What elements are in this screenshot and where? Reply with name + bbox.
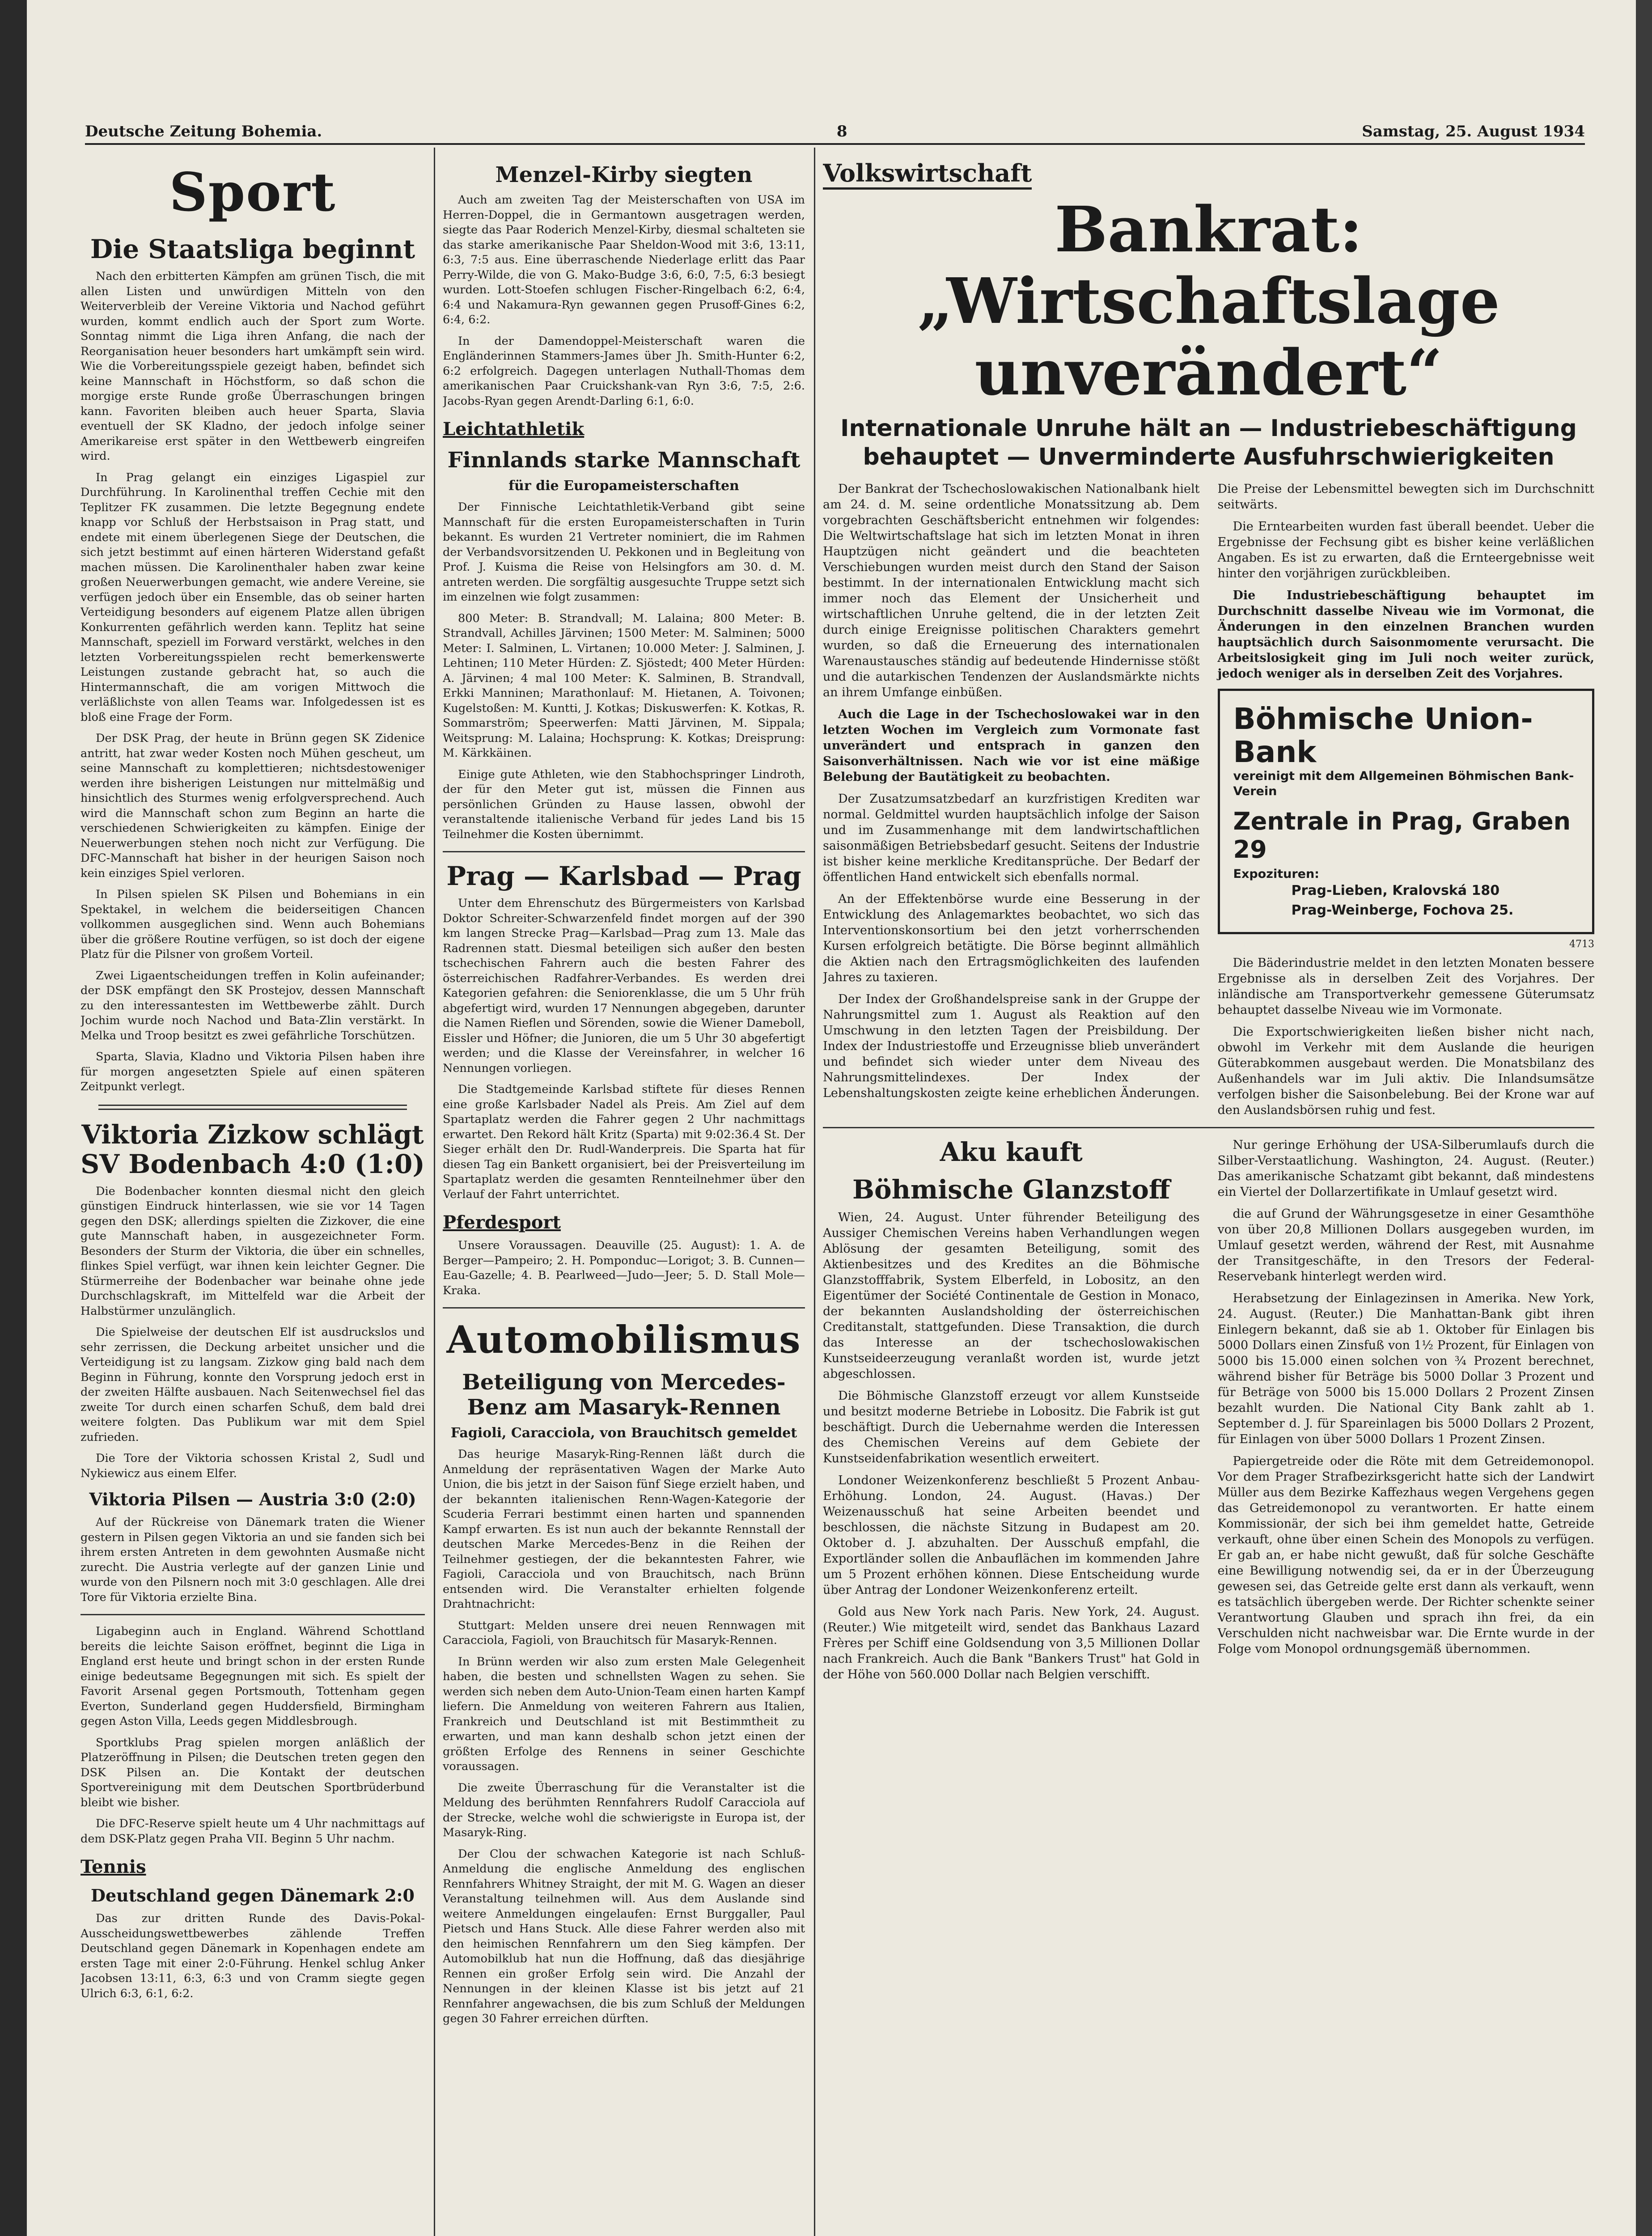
article-paragraph: Der Finnische Leichtathletik-Verband gibt seine Mannschaft für die ersten Europameisterschaften in Turin bekannt. Es wurden 21 Vertreter nominiert, die im Rahmen der Verbandsvorsitzenden U. Pekkonen und in Begleitung von Prof. J. Kuisma die Reise von Helsingfors am 30. d. M. antreten werden. Die sorgfältig ausgesuchte Truppe setzt sich im einzelnen wie folgt zusammen: [443,500,805,604]
article-paragraph: Die Tore der Viktoria schossen Kristal 2, Sudl und Nykiewicz aus einem Elfer. [80,1452,425,1480]
section-title-tennis: Tennis [80,1856,146,1877]
article-paragraph: Der DSK Prag, der heute in Brünn gegen SK Zidenice antritt, hat zwar weder Kosten noch Mühen gescheut, um seine Mannschaft zu komplettieren; nichtsdestoweniger werden ihre bisherigen Leistungen nur mittelmäßig und hinsichtlich des Sturmes wenig erfolgversprechend. Auch wird die Mannschaft schon zum Beginn an harte die verschiedenen Schwierigkeiten zu kämpfen. Einige der Neuerwerbungen stehen noch nicht zur Verfügung. Die DFC-Mannschaft hat bisher in der heurigen Saison noch kein einziges Spiel verloren. [80,732,425,880]
article-paragraph: Auch die Lage in der Tschechoslowakei war in den letzten Wochen im Vergleich zum Vormonate fast unverändert und entsprach in ganzen den Saisonverhältnissen. Nach wie vor ist eine mäßige Belebung der Bautätigkeit zu beobachten. [823,707,1200,784]
article-paragraph: An der Effektenbörse wurde eine Besserung in der Entwicklung des Anlagemarktes beobachtet, wo sich das Interventionskonsortium bei den jetzt vorherrschenden Kursen erfolgreich betätigte. Die Börse beginnt allmählich die Aktien nach den Ertragsmöglichkeiten des laufenden Jahres zu taxieren. [823,892,1200,984]
article-paragraph: Auf der Rückreise von Dänemark traten die Wiener gestern in Pilsen gegen Viktoria an und sie fanden sich bei ihrem ersten Antreten in dem gewohnten Ausmaße nicht zurecht. Die Austria verlegte auf der ganzen Linie und wurde von den Pilsnern noch mit 3:0 geschlagen. Alle drei Tore für Viktoria erzielte Bina. [80,1516,425,1604]
article-paragraph: Unsere Voraussagen. Deauville (25. August): 1. A. de Berger—Pampeiro; 2. H. Pomponduc—Lorigot; 3. B. Cunnen—Eau-Gazelle; 4. B. Pearlweed—Judo—Jeer; 5. D. Stall Mole—Kraka. [443,1239,805,1297]
column-sport-middle [443,154,805,2236]
article-paragraph: Die Industriebeschäftigung behauptet im Durchschnitt dasselbe Niveau wie im Vormonat, die Änderungen in den einzelnen Branchen wurden hauptsächlich durch Saisonmomente verursacht. Die Arbeitslosigkeit ging im Juli noch weiter zurück, jedoch weniger als in derselben Zeit des Vorjahres. [1217,589,1594,681]
article-title: Beteiligung von Mercedes-Benz am Masaryk-Rennen [462,1370,786,1420]
article-paragraph: Die Erntearbeiten wurden fast überall beendet. Ueber die Ergebnisse der Fechsung gibt es bisher keine verläßlichen Angaben. Es ist zu erwarten, daß die Ernteergebnisse weit hinter den vorjährigen zurückbleiben. [1217,520,1594,580]
divider [443,1307,805,1309]
ad-bank-subtitle: vereinigt mit dem Allgemeinen Böhmischen Bank-Verein [1233,769,1574,798]
section-title-automobile: Automobilismus [446,1317,801,1362]
paper-name: Deutsche Zeitung Bohemia. [85,123,322,140]
divider [443,851,805,852]
section-title-economy: Volkswirtschaft [823,159,1032,190]
article-title: Menzel-Kirby siegten [495,162,753,187]
article-paragraph: In der Damendoppel-Meisterschaft waren die Engländerinnen Stammers-James über Jh. Smith-Hunter 6:2, 6:2 erfolgreich. Dagegen unterlagen Nuthall-Thomas dem amerikanischen Paar Cruickshank-van Ryn 3:6, 7:5, 2:6. Jacobs-Ryan gegen Arendt-Darling 6:1, 6:0. [443,334,805,408]
column-rule [814,148,815,2236]
article-paragraph: Die Stadtgemeinde Karlsbad stiftete für dieses Rennen eine große Karlsbader Nadel als Preis. Am Ziel auf dem Spartaplatz werden die Fahrer gegen 2 Uhr nachmittags erwartet. Den Rekord hält Kritz (Sparta) mit 9:02:36.4 St. Der Sieger erhält den Dr. Rudl-Wanderpreis. Die Sparta hat für diesen Tag ein Bankett organisiert, bei der Preisverteilung im Spartaplatz werden die gesamten Rennteilnehmer über den Verlauf der Fahrt unterrichtet. [443,1083,805,1201]
article-paragraph: In Pilsen spielen SK Pilsen und Bohemians in ein Spektakel, in welchem die beiderseitigen Chancen vollkommen ausgeglichen sind. Wenn auch Bohemians über die größere Routine verfügen, so ist doch der eigene Platz für die Pilsner von großem Vorteil. [80,888,425,961]
article-title: Viktoria Pilsen — Austria 3:0 (2:0) [89,1489,416,1509]
article-subtitle: für die Europameisterschaften [508,478,739,494]
article-paragraph: 800 Meter: B. Strandvall; M. Lalaina; 800 Meter: B. Strandvall, Achilles Järvinen; 1500 Meter: M. Salminen; 5000 Meter: I. Salminen, L. Virtanen; 10.000 Meter: J. Salminen, J. Lehtinen; 110 Meter Hürden: Z. Sjöstedt; 400 Meter Hürden: A. Järvinen; 4 mal 100 Meter: K. Salminen, B. Strandvall, Erkki Manninen; Marathonlauf: M. Hietanen, A. Toivonen; Kugelstoßen: M. Kuntti, J. Kotkas; Diskuswerfen: K. Kotkas, R. Sommarström; Speerwerfen: Matti Järvinen, M. Sippala; Weitsprung: M. Lalaina; Hochsprung: K. Kotkas; Dreisprung: M. Kärkkäinen. [443,611,805,760]
article-paragraph: Die Spielweise der deutschen Elf ist ausdruckslos und sehr zerrissen, die Deckung arbeitet unsicher und die Verteidigung ist zu langsam. Zizkow ging bald nach dem Beginn in Führung, konnte den Vorsprung jedoch erst in der zweiten Hälfte ausbauen. Nach Seitenwechsel fiel das zweite Tor durch einen scharfen Schuß, dem bald drei weitere folgten. Das Publikum war mit dem Spiel zufrieden. [80,1326,425,1444]
article-paragraph: Die Exportschwierigkeiten ließen bisher nicht nach, obwohl im Verkehr mit dem Auslande die heurigen Güterabkommen ausgebaut werden. Die Monatsbilanz des Außenhandels war im Juli aktiv. Die Inlandsumsätze verfolgen bisher die Saisonbelebung. Bei der Krone war auf den Auslandsbörsen ruhig und fest. [1217,1025,1594,1117]
article-paragraph: Das zur dritten Runde des Davis-Pokal-Ausscheidungswettbewerbes zählende Treffen Deutschland gegen Dänemark in Kopenhagen endete am ersten Tage mit einer 2:0-Führung. Henkel schlug Anker Jacobsen 13:11, 6:3, 6:3 und von Cramm siegte gegen Ulrich 6:3, 6:1, 6:2. [80,1912,425,2000]
section-title-athletics: Leichtathletik [443,419,585,440]
article-title: Die Staatsliga beginnt [90,234,415,264]
column-economy [823,154,1594,2236]
divider [823,1127,1594,1128]
advertisement-union-bank [1218,689,1595,934]
article-paragraph: die auf Grund der Währungsgesetze in einer Gesamthöhe von über 20,8 Millionen Dollars ausgegeben wurden, im Umlauf gesetzt werden, während der Rest, mit Ausnahme der Transitgeschäfte, in den Tresors der Federal-Reservebank hinterlegt werden wird. [1217,1207,1594,1283]
news-note: Londoner Weizenkonferenz beschließt 5 Prozent Anbau-Erhöhung. London, 24. August. (Havas.) Der Weizenausschuß hat seine Arbeiten beendet und beschlossen, die nächste Sitzung in Budapest am 20. Oktober d. J. abzuhalten. Der Ausschuß empfahl, die Exportländer sollen die Anbauflächen im kommenden Jahre um 5 Prozent erhöhen können. Diese Entscheidung wurde über Antrag der Londoner Weizenkonferenz erteilt. [823,1474,1200,1597]
economy-body-lower [823,1137,1594,1682]
article-paragraph: Der Clou der schwachen Kategorie ist nach Schluß-Anmeldung die englische Anmeldung des englischen Rennfahrers Whitney Straight, der mit M. G. Wagen an dieser Veranstaltung teilnehmen will. Aus dem Auslande sind weitere Anmeldungen eingelaufen: Ernst Burggaller, Paul Pietsch und Hans Stuck. Alle diese Fahrer werden also mit den heimischen Rennfahrern um den Sieg kämpfen. Der Automobilklub hat nun die Hoffnung, daß das diesjährige Rennen ein großer Erfolg sein wird. Die Anzahl der Nennungen in der kleinen Klasse ist bis jetzt auf 21 Rennfahrer angewachsen, die bis zum Schluß der Meldungen gegen 30 Fahrer erreichen dürften. [443,1847,805,2025]
article-paragraph: Stuttgart: Melden unsere drei neuen Rennwagen mit Caracciola, Fagioli, von Brauchitsch für Masaryk-Rennen. [443,1618,805,1647]
article-paragraph: Wien, 24. August. Unter führender Beteiligung des Aussiger Chemischen Vereins haben Verhandlungen wegen Ablösung der gesamten Beteiligung, somit des Aktienbesitzes und des Kredites an die Böhmische Glanzstofffabrik, System Elberfeld, in Lobositz, an den Eigentümer der Société Continentale de Gestion in Monaco, der bekannten Auslandsholding der österreichischen Creditanstalt, stattgefunden. Diese Transaktion, die durch das Interesse an der tschechoslowakischen Kunstseideerzeugung veranlaßt worden ist, wurde jetzt abgeschlossen. [823,1211,1200,1381]
article-title: Prag — Karlsbad — Prag [446,861,801,891]
scan-edge-left [0,0,27,2236]
news-note: Ligabeginn auch in England. Während Schottland bereits die leichte Saison eröffnet, beginnt die Liga in England erst heute und bringt schon in der ersten Runde einige bedeutsame Begegnungen mit sich. Es spielt der Favorit Arsenal gegen Portsmouth, Tottenham gegen Everton, Sunderland gegen Huddersfield, Birmingham gegen Aston Villa, Leeds gegen Middlesbrough. [80,1625,425,1728]
news-note: Die DFC-Reserve spielt heute um 4 Uhr nachmittags auf dem DSK-Platz gegen Praha VII. Beginn 5 Uhr nachm. [80,1817,425,1846]
column-sport-left [80,154,425,2236]
article-paragraph: Nach den erbitterten Kämpfen am grünen Tisch, die mit allen Listen und unwürdigen Mitteln von den Weiterverbleib der Vereine Viktoria und Nachod geführt wurden, kommt endlich auch der Sport zum Worte. Sonntag nimmt die Liga ihren Anfang, die nach der Reorganisation heuer besonders hart umkämpft sein wird. Wie die Vorbereitungsspiele gezeigt haben, befindet sich keine Mannschaft in Höchstform, so daß schon die morgige erste Runde große Überraschungen bringen kann. Favoriten bleiben auch heuer Sparta, Slavia eventuell der SK Kladno, der jedoch infolge seiner Amerikareise erst später in den Wettbewerb eingreifen wird. [80,270,425,463]
page-number: 8 [836,123,847,140]
article-paragraph: Der Index der Großhandelspreise sank in der Gruppe der Nahrungsmittel zum 1. August als Reaktion auf den Umschwung in den letzten Tagen der Preisbildung. Der Index der Industriestoffe und Erzeugnisse blieb unverändert und befindet sich wieder unter dem Niveau des Nahrungsmittelindexes. Der Index der Lebenshaltungskosten zeigte keine erheblichen Änderungen. Die Preise der Lebensmittel bewegten sich im Durchschnitt seitwärts. [823,482,1594,1100]
masthead [85,120,1585,145]
article-title: Aku kauft [940,1137,1083,1167]
article-paragraph: Die Böhmische Glanzstoff erzeugt vor allem Kunstseide und besitzt moderne Betriebe in Lobositz. Die Fabrik ist gut beschäftigt. Durch die Uebernahme werden die Interessen des Chemischen Vereins auf dem Gebiete der Kunstseidenfabrikation wesentlich erweitert. [823,1389,1200,1465]
ad-headquarters: Zentrale in Prag, Graben 29 [1233,807,1571,864]
divider [98,1105,407,1110]
ad-branches-label: Expozituren: [1233,867,1319,881]
section-title-sport: Sport [169,161,336,223]
article-paragraph: Die Bodenbacher konnten diesmal nicht den gleich günstigen Eindruck hinterlassen, wie sie vor 14 Tagen gegen den DSK; allerdings spielten die Zizkover, die eine gute Mannschaft haben, in ausgezeichneter Form. Besonders der Sturm der Viktoria, die über ein schnelles, flinkes Spiel verfügt, war ihnen kein leichter Gegner. Die Stürmerreihe der Bodenbacher war beinahe ohne jede Durchschlagskraft, im Mittelfeld war die Arbeit der Halbstürmer unzulänglich. [80,1184,425,1318]
news-note: Herabsetzung der Einlagezinsen in Amerika. New York, 24. August. (Reuter.) Die Manhattan-Bank gibt ihren Einlegern bekannt, daß sie ab 1. Oktober für Einlagen bis 5000 Dollars einen Zinsfuß von 1½ Prozent, für Einlagen von 5000 bis 15.000 einen solchen von ¾ Prozent berechnet, während bisher für Beträge bis 5000 Dollar 3 Prozent und für Beträge von 5000 bis 15.000 Dollars 2 Prozent Zinsen bezahlt wurden. Die National City Bank zahlt ab 1. September d. J. für Spareinlagen bis 5000 Dollars 2 Prozent, für Einlagen von über 5000 Dollars 1 Prozent Zinsen. [1217,1292,1594,1446]
ad-branch: Prag-Lieben, Kralovská 180 [1291,883,1500,898]
article-paragraph: In Prag gelangt ein einziges Ligaspiel zur Durchführung. In Karolinenthal treffen Cechie mit den Teplitzer FK zusammen. Die letzte Begegnung endete knapp vor Schluß der Herbstsaison in Prag statt, und endete mit einem überlegenen Siege der Deutschen, die sich jetzt bestimmt auf einen härteren Widerstand gefaßt machen müssen. Die Karolinenthaler haben zwar keine großen Neuerwerbungen gemacht, wie andere Vereine, sie verfügen jedoch über ein Ensemble, das ob seiner harten Verteidigung besonders auf eigenem Platze allen übrigen Konkurrenten gefährlich werden kann. Teplitz hat seine Mannschaft, speziell im Forward verstärkt, welches in den letzten Vorbereitungsspielen recht bemerkenswerte Leistungen zustande gebracht hat, so auch die Hintermannschaft, die am vorigen Mittwoch die verläßlichste von allen Teams war. Infolgedessen ist es bloß eine Frage der Form. [80,470,425,724]
section-title-horses: Pferdesport [443,1212,561,1233]
article-paragraph: Einige gute Athleten, wie den Stabhochspringer Lindroth, der für den Meter gut ist, müssen die Finnen aus persönlichen Gründen zu Hause lassen, obwohl der veranstaltende italienische Verband für jedes Land bis 15 Teilnehmer die Kosten übernimmt. [443,767,805,841]
article-paragraph: Die Bäderindustrie meldet in den letzten Monaten bessere Ergebnisse als in derselben Zeit des Vorjahres. Der inländische am Transportverkehr gemessene Güterumsatz behauptet dasselbe Niveau wie im Vormonate. [1217,956,1594,1017]
article-title: Böhmische Glanzstoff [852,1174,1170,1205]
issue-date: Samstag, 25. August 1934 [1362,123,1585,140]
column-rule [434,148,435,2236]
news-note: Gold aus New York nach Paris. New York, 24. August. (Reuter.) Wie mitgeteilt wird, sendet das Bankhaus Lazard Frères per Schiff eine Goldsendung von 3,5 Millionen Dollar nach Frankreich. Auch die Bank "Bankers Trust" hat Gold in der Höhe von 560.000 Dollar nach Belgien verschifft. [823,1605,1200,1681]
article-paragraph: Sparta, Slavia, Kladno und Viktoria Pilsen haben ihre für morgen angesetzten Spiele auf einen späteren Zeitpunkt verlegt. [80,1050,425,1093]
headline-deck: Internationale Unruhe hält an — Industriebeschäftigung behauptet — Unverminderte Ausfuhrschwierigkeiten [840,415,1577,470]
economy-body [823,481,1594,1118]
article-paragraph: Die zweite Überraschung für die Veranstalter ist die Meldung des berühmten Rennfahrers Rudolf Caracciola auf der Strecke, welche wohl die schwierigste in Europa ist, der Masaryk-Ring. [443,1781,805,1839]
ad-bank-name: Böhmische Union-Bank [1233,702,1533,769]
article-paragraph: In Brünn werden wir also zum ersten Male Gelegenheit haben, die besten und schnellsten Wagen zu sehen. Sie werden sich neben dem Auto-Union-Team einen harten Kampf liefern. Die Anmeldung von weiteren Fahrern aus Italien, Frankreich und Deutschland ist mit Bestimmtheit zu erwarten, und man kann deshalb schon jetzt einen der größten Erfolge des Rennens in seiner Geschichte voraussagen. [443,1655,805,1773]
article-paragraph: Auch am zweiten Tag der Meisterschaften von USA im Herren-Doppel, die in Germantown ausgetragen werden, siegte das Paar Roderich Menzel-Kirby, diesmal schalteten sie das starke amerikanische Paar Sheldon-Wood mit 3:6, 13:11, 6:3, 7:5 aus. Eine überraschende Niederlage erlitt das Paar Perry-Wilde, die von G. Mako-Budge 3:6, 6:0, 7:5, 6:3 besiegt wurden. Lott-Stoefen schlugen Fischer-Ringelbach 6:2, 6:4, 6:4 und Nakamura-Ryn gewannen gegen Prusoff-Gines 6:2, 6:4, 6:2. [443,193,805,326]
news-note: Nur geringe Erhöhung der USA-Silberumlaufs durch die Silber-Verstaatlichung. Washington, 24. August. (Reuter.) Das amerikanische Schatzamt gibt bekannt, daß mindestens ein Viertel der Dollarzertifikate in Umlauf gesetzt wird. [1217,1138,1594,1199]
article-title: Viktoria Zizkow schlägt SV Bodenbach 4:0 (1:0) [80,1119,425,1179]
article-paragraph: Unter dem Ehrenschutz des Bürgermeisters von Karlsbad Doktor Schreiter-Schwarzenfeld findet morgen auf der 390 km langen Strecke Prag—Karlsbad—Prag zum 13. Male das Radrennen statt. Diesmal beteiligen sich außer den besten tschechischen Fahrern auch die besten Fahrer des österreichischen Radfahrer-Verbandes. Es werden drei Kategorien gefahren: die Seniorenklasse, die um 5 Uhr früh abgefertigt wird, wurden 17 Nennungen abgegeben, darunter die Namen Rieflen und Sörenden, sowie die Wiener Dameboll, Eissler und Höfner; die Junioren, die um 5 Uhr 30 abgefertigt werden; und die Klasse der Vereinsfahrer, in welcher 16 Nennungen vorliegen. [443,897,805,1075]
article-paragraph: Das heurige Masaryk-Ring-Rennen läßt durch die Anmeldung der repräsentativen Wagen der Marke Auto Union, die bis jetzt in der Saison fünf Siege erzielt haben, und der bekannten italienischen Renn-Wagen-Kategorie der Scuderia Ferrari bestimmt einen harten und spannenden Kampf erwarten. Es ist nun auch der bekannte Rennstall der deutschen Marke Mercedes-Benz in die Reihen der Teilnehmer gestiegen, der die bekanntesten Fahrer, wie Fagioli, Caracciola und von Brauchitsch, nach Brünn entsenden wird. Die Veranstalter erhielten folgende Drahtnachricht: [443,1448,805,1611]
news-note: Sportklubs Prag spielen morgen anläßlich der Platzeröffnung in Pilsen; die Deutschen treten gegen den DSK Pilsen an. Die Kontakt der deutschen Sportvereinigung mit dem Deutschen Sportbrüderbund bleibt wie bisher. [80,1736,425,1809]
article-title: Finnlands starke Mannschaft [447,448,801,473]
article-paragraph: Zwei Ligaentscheidungen treffen in Kolin aufeinander; der DSK empfängt den SK Prostejov, dessen Mannschaft zu den interessantesten im Wettbewerbe zählt. Durch Jochim wurde noch Nachod und Bata-Zlin verstärkt. In Melka und Troop besitzt es zwei gefährliche Torschützen. [80,969,425,1042]
scan-edge-right [1636,0,1652,2236]
ad-number: 4713 [1569,939,1594,950]
divider [80,1614,425,1615]
article-paragraph: Der Bankrat der Tschechoslowakischen Nationalbank hielt am 24. d. M. seine ordentliche Monatssitzung ab. Dem vorgebrachten Geschäftsbericht entnehmen wir folgendes: Die Weltwirtschaftslage hat sich im letzten Monat in ihren Hauptzügen nicht geändert und die beachteten Verschiebungen wurden meist durch den Stand der Saison bestimmt. In der internationalen Entwicklung macht sich immer noch das Element der Unsicherheit und wirtschaftlichen Unruhe geltend, die in der letzten Zeit durch einige Ereignisse politischen Charakters gemehrt wurden, so daß die Erneuerung des internationalen Warenaustausches ständig auf bedeutende Hindernisse stößt und die autarkischen Tendenzen der Auslandsmärkte nichts an ihrem Umfange einbüßen. [823,482,1200,699]
news-note: Papiergetreide oder die Röte mit dem Getreidemonopol. Vor dem Prager Strafbezirksgericht hatte sich der Landwirt Müller aus dem Bezirke Kaffezhaus wegen Vergehens gegen das Getreidemonopol zu verantworten. Er hatte einem Kommissionär, der sich bei ihm gemeldet hatte, Getreide verkauft, ohne über einen Schein des Monopols zu verfügen. Er gab an, er habe nicht gewußt, daß für solche Geschäfte eine Bewilligung notwendig sei, da er in der Überzeugung gewesen sei, das Getreide gelte erst dann als verkauft, wenn es tatsächlich übergeben werde. Der Richter schenkte seiner Verantwortung Glauben und sprach ihn frei, da ein Verschulden nicht nachweisbar war. Die Ernte wurde in der Folge vom Monopol ordnungsgemäß übernommen. [1217,1454,1594,1656]
article-subtitle: Fagioli, Caracciola, von Brauchitsch gemeldet [450,1425,797,1441]
headline: Bankrat: „Wirtschaftslage unverändert“ [917,193,1500,410]
ad-branch: Prag-Weinberge, Fochova 25. [1291,902,1514,918]
article-title: Deutschland gegen Dänemark 2:0 [90,1885,415,1906]
article-paragraph: Der Zusatzumsatzbedarf an kurzfristigen Krediten war normal. Geldmittel wurden hauptsächlich infolge der Saison und im Zusammenhange mit dem landwirtschaftlichen saisonmäßigen Betriebsbedarf gesucht. Seitens der Industrie ist bisher keine merkliche Kreditansprüche. Der Bedarf der öffentlichen Hand entwickelt sich ebenfalls normal. [823,792,1200,884]
